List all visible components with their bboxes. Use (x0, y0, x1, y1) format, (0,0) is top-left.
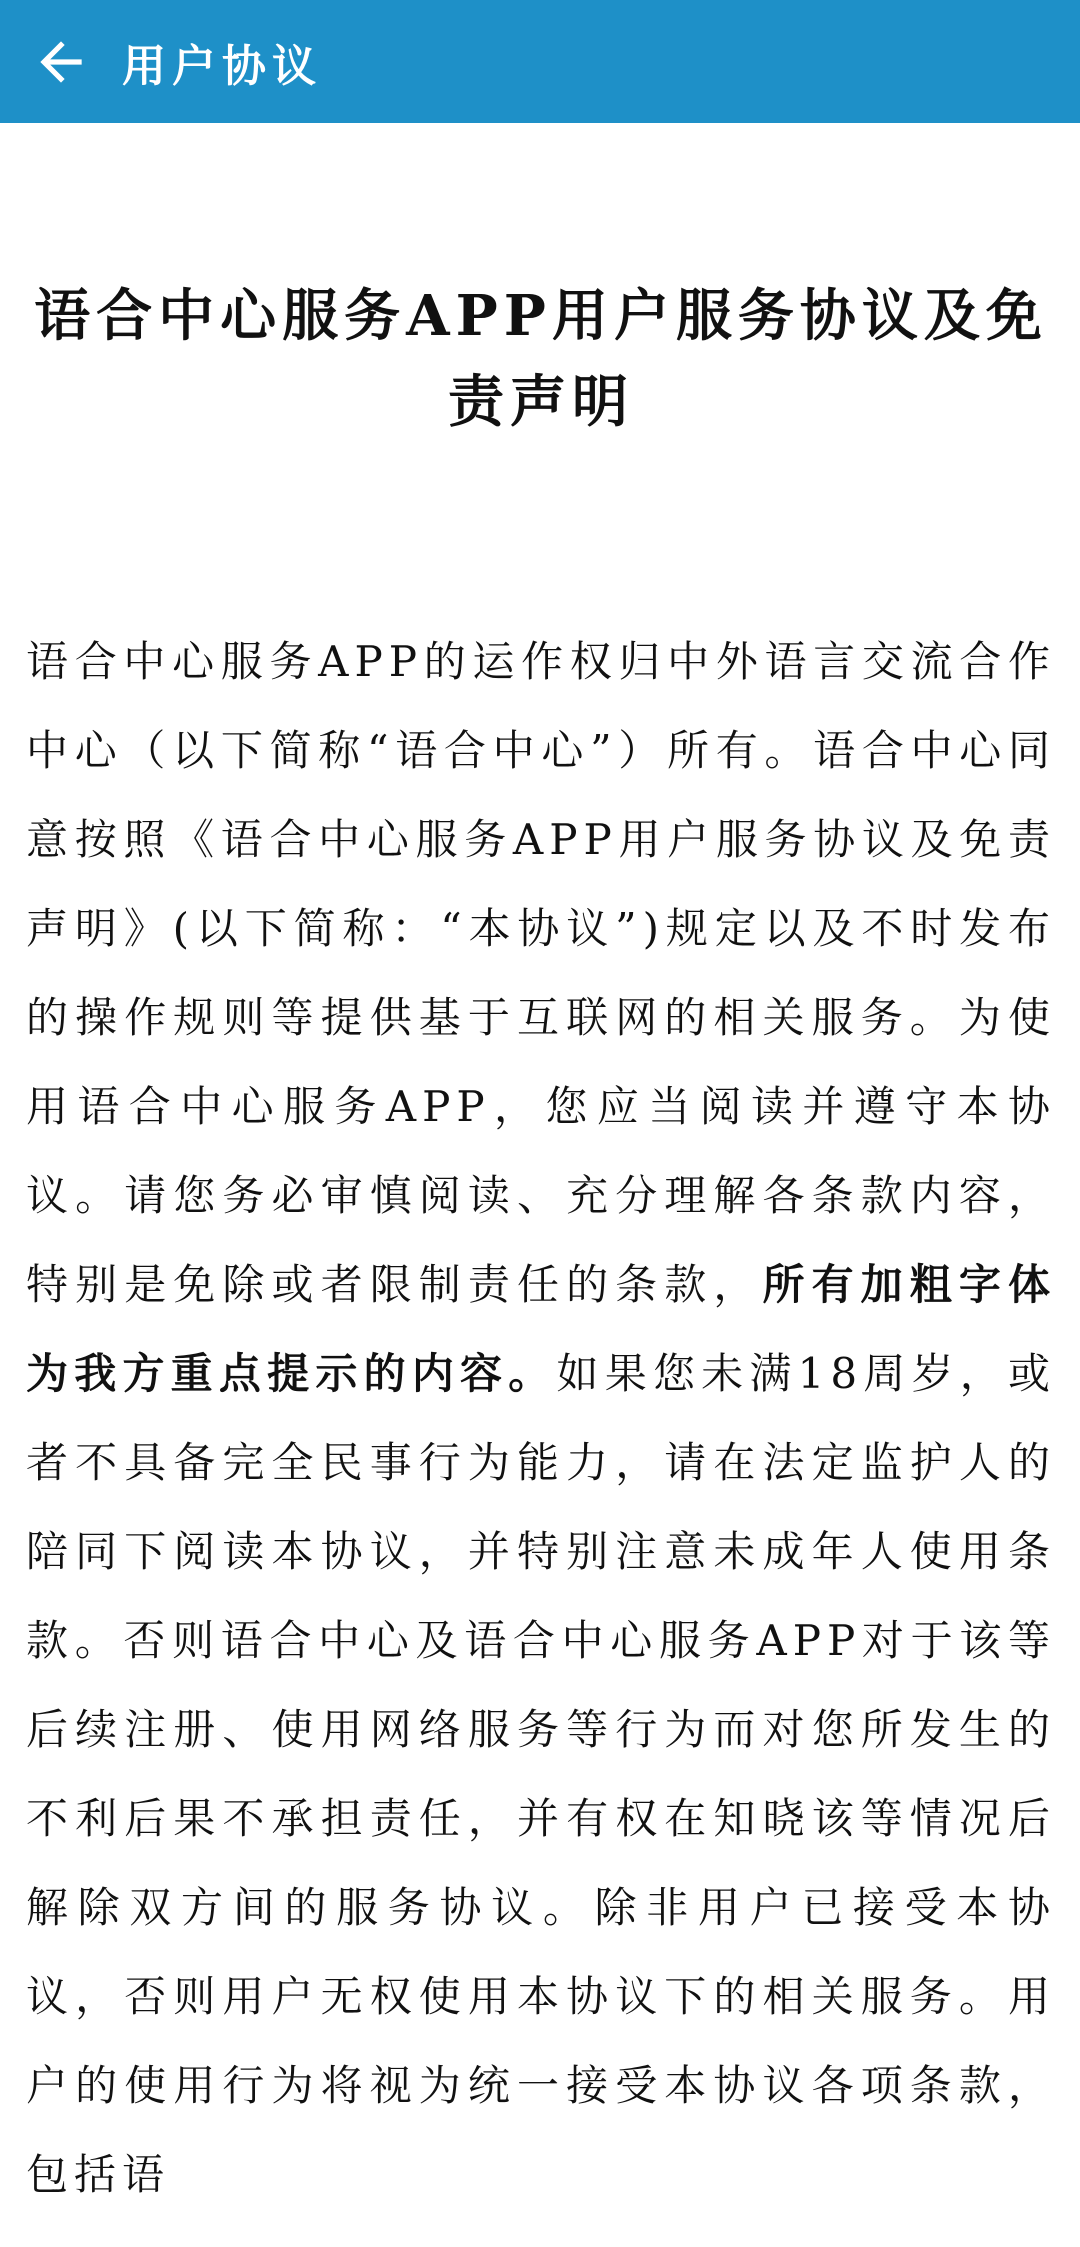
arrow-left-icon (30, 31, 92, 93)
page-title: 用户协议 (122, 40, 322, 92)
document-body (26, 617, 1056, 2219)
body-emphasis-text: 所有加粗字体为我方重点提示的内容。 (26, 1260, 1056, 1398)
body-text-part2: 如果您未满18周岁，或者不具备完全民事行为能力，请在法定监护人的陪同下阅读本协议，并特别注意未成年人使用条款。否则语合中心及语合中心服务APP对于该等后续注册、使用网络服务等行为而对您所发生的不利后果不承担责任，并有权在知晓该等情况后解除双方间的服务协议。除非用户已接受本协议，否则用户无权使用本协议下的相关服务。用户的使用行为将视为统一接受本协议各项条款，包括语 (26, 1349, 1056, 2199)
top-app-bar (0, 0, 1080, 123)
back-button[interactable] (6, 0, 116, 123)
agreement-content[interactable] (0, 123, 1080, 2247)
document-title: 语合中心服务APP用户服务协议及免责声明 (34, 283, 1048, 435)
body-text-part1: 语合中心服务APP的运作权归中外语言交流合作中心（以下简称“语合中心”）所有。语合中心同意按照《语合中心服务APP用户服务协议及免责声明》(以下简称：“本协议”)规定以及不时发布的操作规则等提供基于互联网的相关服务。为使用语合中心服务APP，您应当阅读并遵守本协议。请您务必审慎阅读、充分理解各条款内容，特别是免除或者限制责任的条款， (26, 637, 1056, 1309)
